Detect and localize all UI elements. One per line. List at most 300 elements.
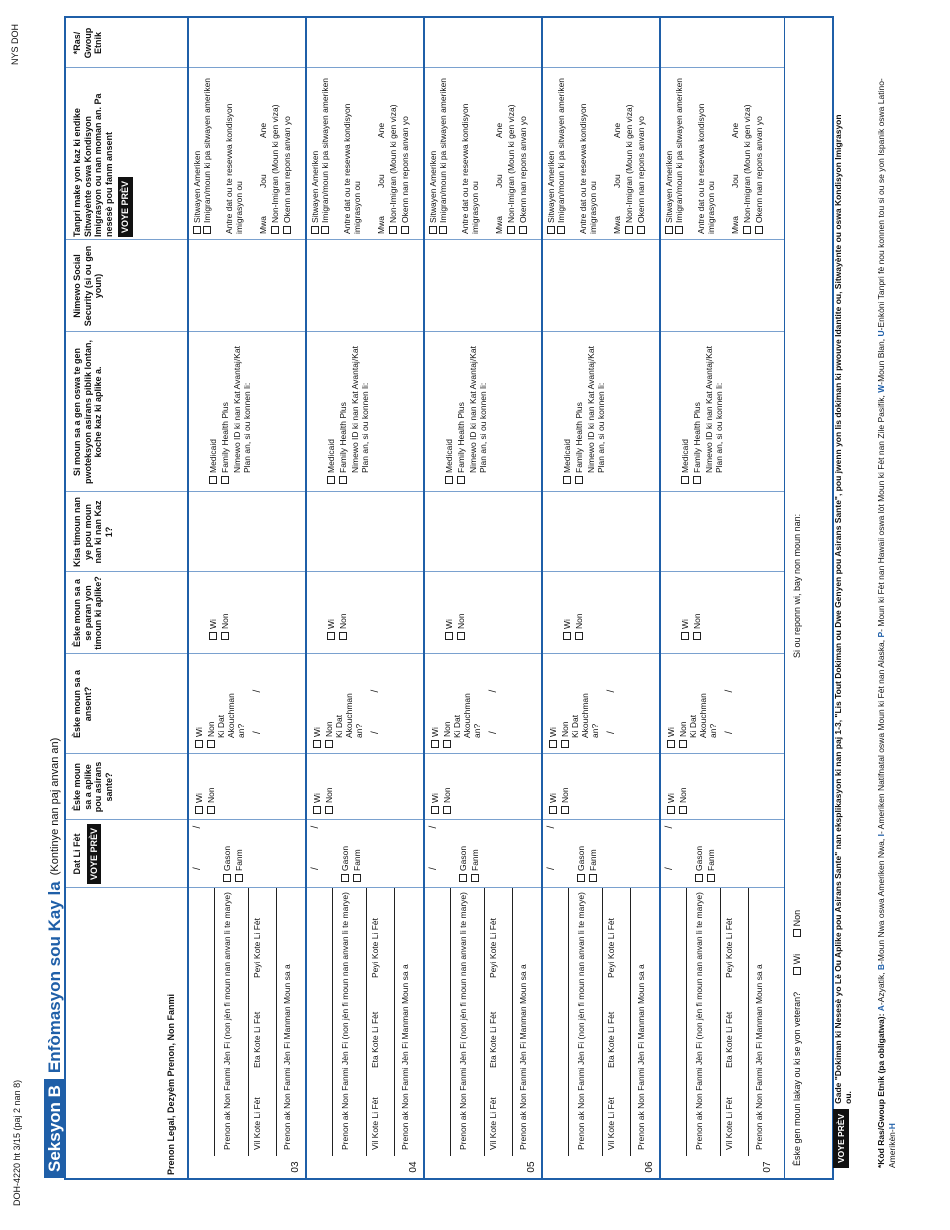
pregnant-wi-checkbox[interactable] <box>195 740 203 748</box>
legend-code-label: -Moun Blan, <box>876 336 886 385</box>
due-date-slashes: / / <box>370 671 381 734</box>
sex-fanm-option <box>588 849 598 882</box>
name-underline <box>720 888 721 1156</box>
no-answer-checkbox[interactable] <box>283 226 291 234</box>
immigrant-option <box>202 78 212 234</box>
sex-fanm-checkbox[interactable] <box>353 874 361 882</box>
pregnant-non-label: Non <box>678 721 688 737</box>
apply-wi-option <box>430 793 440 814</box>
name-underline <box>630 888 631 1156</box>
household-row <box>542 18 660 1178</box>
city-label: Vil Kote Li Fèt <box>370 1097 380 1150</box>
parent-non-checkbox[interactable] <box>221 632 229 640</box>
mother-name-label: Prenon ak Non Fanmi Jèn Fi Manman Moun sa a <box>400 964 410 1150</box>
legend-code-letter: H <box>887 1123 897 1130</box>
parent-wi-label: Wi <box>326 619 336 629</box>
non-immigrant-checkbox[interactable] <box>271 226 279 234</box>
sex-fanm-option <box>470 849 480 882</box>
medicaid-label: Medicaid <box>444 438 454 473</box>
name-underline <box>366 888 367 1156</box>
apply-non-option <box>442 787 452 814</box>
other-name-label: Prenon ak Non Fanmi Jèn Fi (non jèn fi moun nan anvan li te marye) <box>694 892 704 1150</box>
medicaid-option <box>444 439 454 484</box>
parent-non-label: Non <box>456 613 466 629</box>
citizen-checkbox[interactable] <box>429 226 437 234</box>
no-answer-label: Okenn nan repons anvan yo <box>754 116 764 223</box>
apply-non-option <box>560 787 570 814</box>
immigrant-label: Imigran/moun ki pa sitwayen ameriken <box>674 77 684 223</box>
header-apply: Èske moun sa a aplike pou asirans sante? <box>72 761 114 813</box>
parent-wi-checkbox[interactable] <box>445 632 453 640</box>
apply-wi-option <box>194 793 204 814</box>
dob-slashes: / / <box>310 807 321 870</box>
ane-label: Ane <box>258 122 268 138</box>
no-answer-checkbox[interactable] <box>519 226 527 234</box>
parent-non-option <box>456 613 466 640</box>
row-number: 03 <box>290 1161 301 1173</box>
doc-code: DOH-4220 ht 3/15 (paj 2 nan 8) <box>12 1079 22 1206</box>
citizen-option <box>546 151 556 234</box>
no-answer-option <box>518 116 528 234</box>
family-health-plus-label: Family Health Plus <box>456 402 466 473</box>
family-health-plus-checkbox[interactable] <box>457 476 465 484</box>
pregnant-non-checkbox[interactable] <box>325 740 333 748</box>
ane-label: Ane <box>612 122 622 138</box>
non-immigrant-option <box>506 104 516 234</box>
country-label: Peyi Kote Li Fèt <box>370 917 380 978</box>
medicaid-option <box>680 439 690 484</box>
citizen-option <box>428 151 438 234</box>
sex-gason-checkbox[interactable] <box>695 874 703 882</box>
citizen-checkbox[interactable] <box>665 226 673 234</box>
family-health-plus-checkbox[interactable] <box>339 476 347 484</box>
immigrant-label: Imigran/moun ki pa sitwayen ameriken <box>320 77 330 223</box>
row-number: 07 <box>762 1161 773 1173</box>
sex-fanm-option <box>352 849 362 882</box>
sex-gason-label: Gason <box>340 845 350 871</box>
pregnant-wi-label: Wi <box>666 727 676 737</box>
parent-wi-option <box>208 619 218 640</box>
due-date-slashes: / / <box>724 671 735 734</box>
parent-wi-label: Wi <box>680 619 690 629</box>
sex-fanm-checkbox[interactable] <box>235 874 243 882</box>
citizen-label: Sitwayen Ameriken <box>310 150 320 223</box>
voye-prev-tag: VOYE PRÈV <box>87 824 102 884</box>
apply-non-checkbox[interactable] <box>443 806 451 814</box>
parent-non-checkbox[interactable] <box>693 632 701 640</box>
apply-wi-label: Wi <box>666 793 676 803</box>
parent-non-checkbox[interactable] <box>339 632 347 640</box>
sex-gason-checkbox[interactable] <box>341 874 349 882</box>
immigrant-checkbox[interactable] <box>321 226 329 234</box>
sex-gason-label: Gason <box>694 845 704 871</box>
veteran-followup: Si ou reponn wi, bay non moun nan: <box>792 513 802 658</box>
city-label: Vil Kote Li Fèt <box>252 1097 262 1150</box>
state-label: Eta Kote Li Fèt <box>606 1011 616 1068</box>
immigrant-checkbox[interactable] <box>439 226 447 234</box>
immigrant-checkbox[interactable] <box>203 226 211 234</box>
immigrant-checkbox[interactable] <box>675 226 683 234</box>
pregnant-wi-checkbox[interactable] <box>667 740 675 748</box>
header-public-insurance: Si moun sa a gen oswa te gen pwoteksyon asirans piblik lontan, koche kaz ki aplike a. <box>72 339 103 485</box>
citizen-label: Sitwayen Ameriken <box>192 150 202 223</box>
other-name-label: Prenon ak Non Fanmi Jèn Fi (non jèn fi moun nan anvan li te marye) <box>340 892 350 1150</box>
due-date-label: Ki Dat Akouchman an? <box>334 693 364 738</box>
household-row <box>424 18 542 1178</box>
parent-wi-label: Wi <box>444 619 454 629</box>
header-name: Prenon Legal, Dezyèm Prenon, Non Fanmi <box>166 993 176 1175</box>
no-answer-label: Okenn nan repons anvan yo <box>282 116 292 223</box>
mwa-label: Mwa <box>258 216 268 234</box>
pregnant-wi-label: Wi <box>194 727 204 737</box>
sex-gason-checkbox[interactable] <box>223 874 231 882</box>
enter-date-label: Antre dat ou te resevwa kondisyon imigrasyon ou <box>696 103 716 234</box>
medicaid-option <box>326 439 336 484</box>
family-health-plus-option <box>574 402 584 484</box>
name-underline <box>602 888 603 1156</box>
due-date-label: Ki Dat Akouchman an? <box>216 693 246 738</box>
parent-non-label: Non <box>692 613 702 629</box>
header-pregnant: Èske moun sa a ansent? <box>72 669 93 739</box>
city-label: Vil Kote Li Fèt <box>488 1097 498 1150</box>
pregnant-wi-label: Wi <box>312 727 322 737</box>
city-label: Vil Kote Li Fèt <box>724 1097 734 1150</box>
other-name-label: Prenon ak Non Fanmi Jèn Fi (non jèn fi moun nan anvan li te marye) <box>576 892 586 1150</box>
parent-wi-option <box>680 619 690 640</box>
no-answer-option <box>636 116 646 234</box>
veteran-question-text: Èske gen moun lakay ou ki se yon veteran? <box>792 991 802 1166</box>
immigrant-option <box>320 78 330 234</box>
citizen-label: Sitwayen Ameriken <box>546 150 556 223</box>
due-date-slashes: / / <box>488 671 499 734</box>
no-answer-option <box>282 116 292 234</box>
apply-wi-label: Wi <box>312 793 322 803</box>
parent-wi-checkbox[interactable] <box>681 632 689 640</box>
family-health-plus-checkbox[interactable] <box>221 476 229 484</box>
due-date-label: Ki Dat Akouchman an? <box>570 693 600 738</box>
id-number-label: Nimewo ID ki nan Kat Avantaj/Kat Plan an, si ou konnen li: <box>586 346 606 473</box>
non-immigrant-checkbox[interactable] <box>625 226 633 234</box>
no-answer-checkbox[interactable] <box>401 226 409 234</box>
legend-code-letter: A <box>876 1005 886 1012</box>
apply-wi-option <box>666 793 676 814</box>
pregnant-wi-option <box>194 727 204 748</box>
medicaid-checkbox[interactable] <box>681 476 689 484</box>
pregnant-wi-label: Wi <box>430 727 440 737</box>
enter-date-label: Antre dat ou te resevwa kondisyon imigrasyon ou <box>460 103 480 234</box>
non-immigrant-label: Non-Imigran (Moun ki gen viza) <box>742 104 752 223</box>
sex-gason-option <box>576 846 586 882</box>
apply-wi-option <box>312 793 322 814</box>
citizen-option <box>310 151 320 234</box>
parent-wi-option <box>444 619 454 640</box>
pregnant-wi-checkbox[interactable] <box>431 740 439 748</box>
legend-codes <box>876 78 897 1168</box>
legend-code-letter: U <box>876 330 886 337</box>
non-immigrant-label: Non-Imigran (Moun ki gen viza) <box>270 104 280 223</box>
family-health-plus-label: Family Health Plus <box>338 402 348 473</box>
ane-label: Ane <box>376 122 386 138</box>
parent-wi-checkbox[interactable] <box>209 632 217 640</box>
dob-slashes: / / <box>546 807 557 870</box>
parent-wi-checkbox[interactable] <box>327 632 335 640</box>
apply-wi-checkbox[interactable] <box>667 806 675 814</box>
pregnant-non-option <box>324 721 334 748</box>
medicaid-checkbox[interactable] <box>445 476 453 484</box>
household-row <box>660 18 778 1178</box>
apply-non-label: Non <box>560 787 570 803</box>
enter-date-label: Antre dat ou te resevwa kondisyon imigrasyon ou <box>224 103 244 234</box>
apply-non-checkbox[interactable] <box>561 806 569 814</box>
legend-intro: *Kòd Ras/Gwoup Etnik (pa obligatwa): <box>876 1013 886 1168</box>
parent-wi-label: Wi <box>562 619 572 629</box>
voye-note-text: Gade "Dokiman ki Nesesè yo Lè Ou Aplike pou Asirans Sante" nan eksplikasyon ki nan paj 1-3, "Lis Tout Dokiman ou Dwe Genyen pou Asirans Sante", pou jwenn yon lis dokiman ki pwouve Idantite ou, Sitwayènte ou oswa Kondisyon Imigrasyon ou. <box>833 114 853 1104</box>
legend-code-label: - Ameriken Natifnatal oswa Moun ki Fèt nan Alaska, <box>876 637 886 835</box>
name-underline <box>450 888 451 1156</box>
citizen-checkbox[interactable] <box>193 226 201 234</box>
row-number: 04 <box>408 1161 419 1173</box>
due-date-label: Ki Dat Akouchman an? <box>688 693 718 738</box>
state-label: Eta Kote Li Fèt <box>724 1011 734 1068</box>
pregnant-wi-option <box>312 727 322 748</box>
legend-code-label: -Azyatik, <box>876 970 886 1006</box>
medicaid-label: Medicaid <box>326 438 336 473</box>
voye-note <box>833 78 863 1168</box>
citizen-checkbox[interactable] <box>547 226 555 234</box>
parent-wi-option <box>562 619 572 640</box>
apply-wi-checkbox[interactable] <box>549 806 557 814</box>
id-number-label: Nimewo ID ki nan Kat Avantaj/Kat Plan an, si ou konnen li: <box>704 346 724 473</box>
apply-non-checkbox[interactable] <box>679 806 687 814</box>
apply-non-option <box>206 787 216 814</box>
parent-non-checkbox[interactable] <box>457 632 465 640</box>
household-row <box>188 18 306 1178</box>
apply-wi-option <box>548 793 558 814</box>
mwa-label: Mwa <box>494 216 504 234</box>
household-row <box>306 18 424 1178</box>
country-label: Peyi Kote Li Fèt <box>724 917 734 978</box>
pregnant-non-option <box>206 721 216 748</box>
citizen-label: Sitwayen Ameriken <box>664 150 674 223</box>
parent-non-label: Non <box>574 613 584 629</box>
pregnant-wi-checkbox[interactable] <box>549 740 557 748</box>
country-label: Peyi Kote Li Fèt <box>488 917 498 978</box>
sex-fanm-option <box>706 849 716 882</box>
medicaid-label: Medicaid <box>208 438 218 473</box>
sex-gason-label: Gason <box>222 845 232 871</box>
sex-gason-option <box>340 846 350 882</box>
immigrant-option <box>556 78 566 234</box>
dob-slashes: / / <box>428 807 439 870</box>
pregnant-wi-checkbox[interactable] <box>313 740 321 748</box>
due-date-slashes: / / <box>252 671 263 734</box>
non-immigrant-checkbox[interactable] <box>743 226 751 234</box>
legend-code-label: - Moun ki Fèt nan Hawaii oswa lòt Moun ki Fèt nan Zile Pasifik, <box>876 392 886 632</box>
apply-wi-label: Wi <box>194 793 204 803</box>
pregnant-non-option <box>560 721 570 748</box>
immigrant-label: Imigran/moun ki pa sitwayen ameriken <box>556 77 566 223</box>
header-immigration-label: Tanpri make yon kaz ki endike Sitwayènte oswa Kondisyon Imigrasyon ou nan moman an. Pa nesesè pou fanm ansent <box>72 93 114 237</box>
legend-code-label: -Moun Nwa oswa Ameriken Nwa, <box>876 836 886 964</box>
pregnant-non-checkbox[interactable] <box>207 740 215 748</box>
jou-label: Jou <box>730 174 740 188</box>
sex-fanm-label: Fanm <box>706 849 716 871</box>
apply-wi-checkbox[interactable] <box>313 806 321 814</box>
apply-wi-checkbox[interactable] <box>431 806 439 814</box>
citizen-label: Sitwayen Ameriken <box>428 150 438 223</box>
medicaid-label: Medicaid <box>680 438 690 473</box>
pregnant-non-label: Non <box>206 721 216 737</box>
section-heading: Enfòmasyon sou Kay la <box>45 881 64 1074</box>
veteran-non-checkbox[interactable] <box>793 929 801 937</box>
sex-gason-label: Gason <box>576 845 586 871</box>
row-number: 06 <box>644 1161 655 1173</box>
dob-slashes: / / <box>664 807 675 870</box>
apply-non-label: Non <box>442 787 452 803</box>
no-answer-label: Okenn nan repons anvan yo <box>636 116 646 223</box>
voye-note-tag: VOYE PRÈV <box>833 1109 849 1168</box>
sex-fanm-label: Fanm <box>352 849 362 871</box>
family-health-plus-label: Family Health Plus <box>692 402 702 473</box>
name-underline <box>248 888 249 1156</box>
legend-code-label: -Enkòni Tanpri fè nou konnen tou si ou se yon Ispanik oswa Latino-Amerikèn- <box>876 78 897 1168</box>
immigrant-option <box>674 78 684 234</box>
sex-fanm-option <box>234 849 244 882</box>
non-immigrant-checkbox[interactable] <box>507 226 515 234</box>
no-answer-label: Okenn nan repons anvan yo <box>518 116 528 223</box>
sex-fanm-checkbox[interactable] <box>589 874 597 882</box>
citizen-checkbox[interactable] <box>311 226 319 234</box>
medicaid-checkbox[interactable] <box>563 476 571 484</box>
veteran-wi-checkbox[interactable] <box>793 967 801 975</box>
parent-wi-option <box>326 619 336 640</box>
medicaid-option <box>562 439 572 484</box>
row-number: 05 <box>526 1161 537 1173</box>
enter-date-label: Antre dat ou te resevwa kondisyon imigrasyon ou <box>342 103 362 234</box>
mwa-label: Mwa <box>612 216 622 234</box>
country-label: Peyi Kote Li Fèt <box>606 917 616 978</box>
header-race: *Ras/ Gwoup Etnik <box>72 27 103 59</box>
jou-label: Jou <box>612 174 622 188</box>
apply-non-checkbox[interactable] <box>325 806 333 814</box>
parent-wi-label: Wi <box>208 619 218 629</box>
header-dob-label: Dat Li Fèt <box>72 833 82 875</box>
immigrant-label: Imigran/moun ki pa sitwayen ameriken <box>438 77 448 223</box>
header-immigration <box>66 68 188 240</box>
non-immigrant-label: Non-Imigran (Moun ki gen viza) <box>624 104 634 223</box>
voye-prev-tag-2: VOYE PRÈV <box>118 177 133 237</box>
mwa-label: Mwa <box>730 216 740 234</box>
agency-code: NYS DOH <box>10 24 20 66</box>
id-number-label: Nimewo ID ki nan Kat Avantaj/Kat Plan an, si ou konnen li: <box>232 346 252 473</box>
non-immigrant-checkbox[interactable] <box>389 226 397 234</box>
parent-wi-checkbox[interactable] <box>563 632 571 640</box>
sex-fanm-label: Fanm <box>470 849 480 871</box>
parent-non-checkbox[interactable] <box>575 632 583 640</box>
non-immigrant-option <box>270 104 280 234</box>
section-badge: Seksyon B <box>44 1079 66 1178</box>
name-underline <box>276 888 277 1156</box>
sex-gason-option <box>222 846 232 882</box>
state-label: Eta Kote Li Fèt <box>252 1011 262 1068</box>
country-label: Peyi Kote Li Fèt <box>252 917 262 978</box>
id-number-label: Nimewo ID ki nan Kat Avantaj/Kat Plan an, si ou konnen li: <box>468 346 488 473</box>
name-underline <box>568 888 569 1156</box>
other-name-label: Prenon ak Non Fanmi Jèn Fi (non jèn fi moun nan anvan li te marye) <box>458 892 468 1150</box>
no-answer-label: Okenn nan repons anvan yo <box>400 116 410 223</box>
veteran-wi-label: Wi <box>792 953 802 965</box>
sex-gason-option <box>694 846 704 882</box>
apply-non-option <box>678 787 688 814</box>
immigrant-checkbox[interactable] <box>557 226 565 234</box>
due-date-label: Ki Dat Akouchman an? <box>452 693 482 738</box>
other-name-label: Prenon ak Non Fanmi Jèn Fi (non jèn fi moun nan anvan li te marye) <box>222 892 232 1150</box>
no-answer-checkbox[interactable] <box>637 226 645 234</box>
name-underline <box>332 888 333 1156</box>
pregnant-non-checkbox[interactable] <box>443 740 451 748</box>
pregnant-non-option <box>442 721 452 748</box>
apply-wi-checkbox[interactable] <box>195 806 203 814</box>
medicaid-checkbox[interactable] <box>327 476 335 484</box>
apply-non-checkbox[interactable] <box>207 806 215 814</box>
sex-gason-checkbox[interactable] <box>577 874 585 882</box>
apply-non-label: Non <box>678 787 688 803</box>
mother-name-label: Prenon ak Non Fanmi Jèn Fi Manman Moun sa a <box>754 964 764 1150</box>
immigrant-label: Imigran/moun ki pa sitwayen ameriken <box>202 77 212 223</box>
apply-non-label: Non <box>206 787 216 803</box>
jou-label: Jou <box>494 174 504 188</box>
medicaid-checkbox[interactable] <box>209 476 217 484</box>
sex-fanm-checkbox[interactable] <box>471 874 479 882</box>
family-health-plus-option <box>220 402 230 484</box>
non-immigrant-label: Non-Imigran (Moun ki gen viza) <box>506 104 516 223</box>
veteran-non-label: Non <box>792 909 802 927</box>
parent-non-label: Non <box>220 613 230 629</box>
no-answer-option <box>754 116 764 234</box>
name-underline <box>214 888 215 1156</box>
name-underline <box>512 888 513 1156</box>
family-health-plus-checkbox[interactable] <box>575 476 583 484</box>
pregnant-wi-option <box>430 727 440 748</box>
medicaid-option <box>208 439 218 484</box>
mother-name-label: Prenon ak Non Fanmi Jèn Fi Manman Moun sa a <box>636 964 646 1150</box>
enter-date-label: Antre dat ou te resevwa kondisyon imigrasyon ou <box>578 103 598 234</box>
family-health-plus-option <box>338 402 348 484</box>
legend-code-letter: P <box>876 631 886 638</box>
apply-non-label: Non <box>324 787 334 803</box>
no-answer-checkbox[interactable] <box>755 226 763 234</box>
family-health-plus-option <box>456 402 466 484</box>
family-health-plus-checkbox[interactable] <box>693 476 701 484</box>
sex-fanm-label: Fanm <box>588 849 598 871</box>
jou-label: Jou <box>376 174 386 188</box>
header-dob <box>66 820 188 888</box>
sex-fanm-checkbox[interactable] <box>707 874 715 882</box>
non-immigrant-label: Non-Imigran (Moun ki gen viza) <box>388 104 398 223</box>
sex-gason-checkbox[interactable] <box>459 874 467 882</box>
pregnant-wi-option <box>548 727 558 748</box>
name-underline <box>394 888 395 1156</box>
id-number-label: Nimewo ID ki nan Kat Avantaj/Kat Plan an, si ou konnen li: <box>350 346 370 473</box>
legend-code-letter: W <box>876 384 886 393</box>
sex-gason-option <box>458 846 468 882</box>
veteran-question <box>784 18 812 1178</box>
pregnant-non-checkbox[interactable] <box>561 740 569 748</box>
jou-label: Jou <box>258 174 268 188</box>
sex-fanm-label: Fanm <box>234 849 244 871</box>
pregnant-non-checkbox[interactable] <box>679 740 687 748</box>
family-health-plus-option <box>692 402 702 484</box>
